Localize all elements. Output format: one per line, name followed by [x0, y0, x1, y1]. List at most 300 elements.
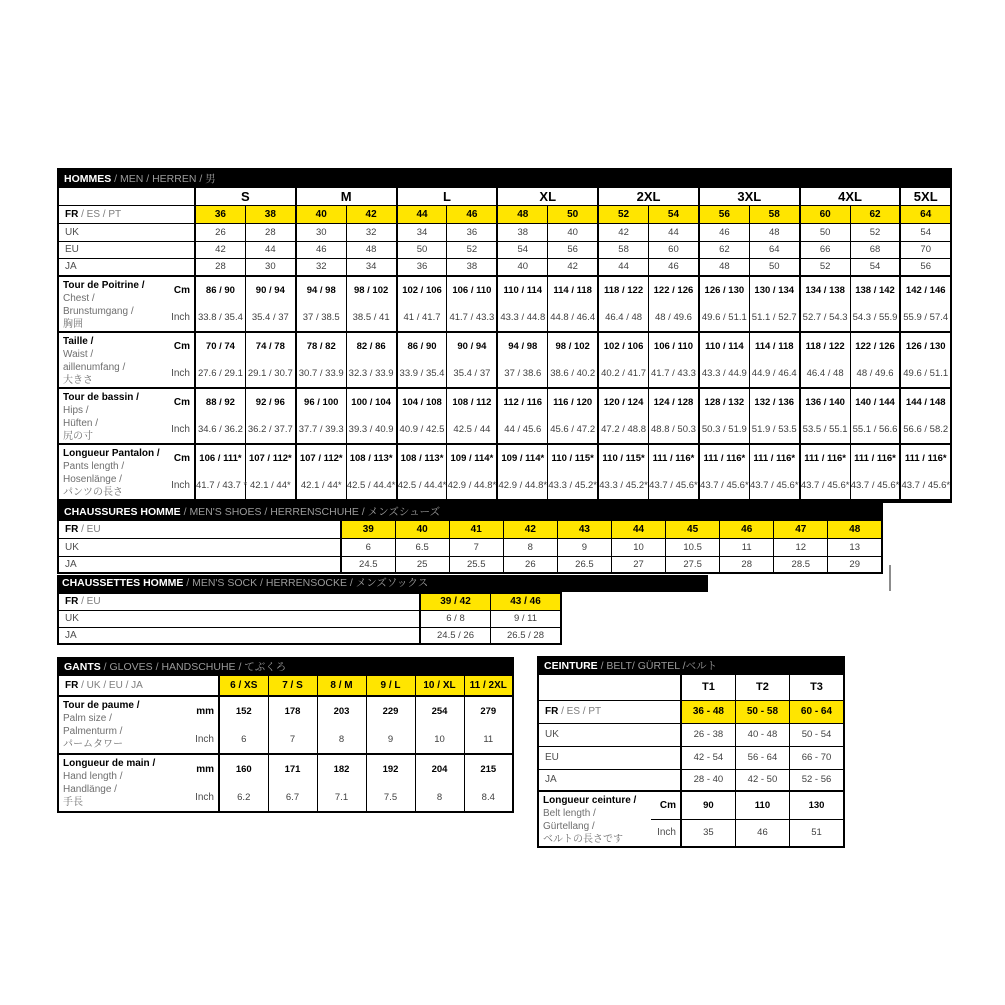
- palm-inch-cell: 7: [268, 725, 317, 754]
- unit-cm: Cm: [168, 388, 195, 416]
- palm-label-fr: Tour de paume /: [63, 700, 140, 711]
- chest-cm-cell: 114 / 118: [548, 276, 598, 304]
- belt-length-label-fr: Longueur ceinture /: [543, 795, 637, 806]
- size-group-cell: 4XL: [800, 187, 901, 205]
- palm-inch-cell: 6: [219, 725, 268, 754]
- fr-size-cell: 38: [245, 205, 295, 223]
- belt-length-inch-cell: 35: [681, 819, 735, 847]
- hips-inch-cell: 45.6 / 47.2: [548, 416, 598, 444]
- uk-size-cell: 34: [397, 223, 447, 241]
- ja-size-cell: 32: [296, 258, 346, 276]
- socks-fr-row-label: [58, 593, 420, 610]
- waist-cm-cell: 102 / 106: [598, 332, 648, 360]
- waist-inch-cell: 49.6 / 51.1: [900, 360, 951, 388]
- hand-label-fr: Longueur de main /: [63, 758, 156, 769]
- uk-size-cell: 32: [346, 223, 396, 241]
- chest-inch-cell: 37 / 38.5: [296, 304, 346, 332]
- gloves-table-title: [58, 658, 513, 675]
- eu-size-cell: 62: [699, 241, 749, 258]
- chest-inch-cell: 35.4 / 37: [245, 304, 295, 332]
- eu-size-cell: 44: [245, 241, 295, 258]
- ja-size-cell: 52: [800, 258, 850, 276]
- hips-cm-cell: 96 / 100: [296, 388, 346, 416]
- waist-label-en: Waist /: [63, 349, 94, 360]
- pants-cm-cell: 111 / 116*: [749, 444, 799, 473]
- hips-cm-cell: 144 / 148: [900, 388, 951, 416]
- hips-cm-cell: 120 / 124: [598, 388, 648, 416]
- pants-label-de: Hosenlänge /: [63, 474, 122, 485]
- pants-inch-cell: 42.1 / 44*: [296, 473, 346, 502]
- pants-inch-cell: 43.7 / 45.6*: [749, 473, 799, 502]
- hips-inch-cell: 37.7 / 39.3: [296, 416, 346, 444]
- uk-size-cell: 54: [900, 223, 951, 241]
- ja-row-label: JA: [58, 556, 341, 573]
- hand-mm-cell: 215: [464, 754, 513, 783]
- belt-length-cm-cell: 90: [681, 791, 735, 819]
- uk-row-label: UK: [58, 223, 195, 241]
- belt-t-row: [538, 674, 844, 700]
- pants-label-ja: パンツの長さ: [63, 487, 123, 498]
- palm-mm-cell: 178: [268, 696, 317, 725]
- unit-mm: mm: [162, 754, 219, 783]
- fr-label-secondary: / EU: [78, 523, 101, 535]
- chest-cm-row: [58, 276, 951, 304]
- chest-inch-cell: 43.3 / 44.8: [497, 304, 547, 332]
- unit-inch: Inch: [168, 473, 195, 502]
- hand-mm-cell: 204: [415, 754, 464, 783]
- gloves-table: [57, 657, 514, 813]
- waist-inch-cell: 43.3 / 44.9: [699, 360, 749, 388]
- fr-label-secondary: / ES / PT: [78, 208, 122, 220]
- socks-table-header: [57, 575, 708, 592]
- waist-cm-cell: 94 / 98: [497, 332, 547, 360]
- socks-title-secondary: / MEN'S SOCK / HERRENSOCKE / メンズソックス: [183, 577, 429, 589]
- eu-size-cell: 66: [800, 241, 850, 258]
- hand-label-en: Hand length /: [63, 771, 123, 782]
- belt-length-inch-cell: 46: [735, 819, 789, 847]
- waist-cm-cell: 110 / 114: [699, 332, 749, 360]
- gloves-title-secondary: / GLOVES / HANDSCHUHE / てぶくろ: [100, 661, 287, 674]
- belt-eu-row: [538, 746, 844, 769]
- gloves-size-cell: 11 / 2XL: [464, 675, 513, 696]
- shoes-size-cell: 41: [449, 520, 503, 538]
- belt-title-secondary: / BELT/ GÜRTEL /ベルト: [597, 660, 718, 673]
- uk-size-cell: 38: [497, 223, 547, 241]
- uk-size-cell: 36: [447, 223, 497, 241]
- chest-label-de: Brunstumgang /: [63, 306, 134, 317]
- belt-uk-row: [538, 723, 844, 746]
- pants-inch-cell: 42.1 / 44*: [245, 473, 295, 502]
- hand-inch-cell: 7.1: [317, 783, 366, 812]
- fr-size-cell: 62: [850, 205, 900, 223]
- belt-fr-row-label: [538, 700, 681, 723]
- men-eu-row: [58, 241, 951, 258]
- hand-label-de: Handlänge /: [63, 784, 117, 795]
- waist-cm-cell: 98 / 102: [548, 332, 598, 360]
- chest-cm-cell: 118 / 122: [598, 276, 648, 304]
- shoes-title-secondary: / MEN'S SHOES / HERRENSCHUHE / メンズシューズ: [180, 506, 441, 519]
- waist-inch-cell: 32.3 / 33.9: [346, 360, 396, 388]
- chest-cm-cell: 138 / 142: [850, 276, 900, 304]
- pants-label-en: Pants length /: [63, 461, 125, 472]
- palm-label-ja: パームタワー: [63, 739, 123, 750]
- waist-inch-cell: 29.1 / 30.7: [245, 360, 295, 388]
- fr-size-cell: 58: [749, 205, 799, 223]
- uk-size-cell: 50: [800, 223, 850, 241]
- palm-inch-cell: 10: [415, 725, 464, 754]
- ja-size-cell: 34: [346, 258, 396, 276]
- belt-eu-cell: 56 - 64: [735, 746, 789, 769]
- fr-size-cell: 40: [296, 205, 346, 223]
- men-table-title: [58, 169, 951, 187]
- palm-label-en: Palm size /: [63, 713, 112, 724]
- ja-size-cell: 36: [397, 258, 447, 276]
- shoes-ja-cell: 29: [828, 556, 882, 573]
- waist-inch-cell: 48 / 49.6: [850, 360, 900, 388]
- belt-title-primary: CEINTURE: [544, 660, 598, 673]
- hips-inch-cell: 36.2 / 37.7: [245, 416, 295, 444]
- chest-cm-cell: 106 / 110: [447, 276, 497, 304]
- uk-row-label: UK: [538, 723, 681, 746]
- uk-size-cell: 52: [850, 223, 900, 241]
- pants-inch-cell: 42.9 / 44.8*: [497, 473, 547, 502]
- hips-cm-cell: 112 / 116: [497, 388, 547, 416]
- pants-inch-cell: 43.7 / 45.6*: [649, 473, 699, 502]
- pants-cm-cell: 109 / 114*: [447, 444, 497, 473]
- pants-cm-row: [58, 444, 951, 473]
- hips-inch-row: [58, 416, 951, 444]
- hand-mm-cell: 171: [268, 754, 317, 783]
- men-uk-row: [58, 223, 951, 241]
- ja-size-cell: 44: [598, 258, 648, 276]
- shoes-ja-cell: 27: [611, 556, 665, 573]
- belt-length-cm-cell: 110: [735, 791, 789, 819]
- shoes-ja-cell: 24.5: [341, 556, 395, 573]
- chest-cm-cell: 110 / 114: [497, 276, 547, 304]
- chest-cm-cell: 122 / 126: [649, 276, 699, 304]
- pants-cm-cell: 107 / 112*: [296, 444, 346, 473]
- ja-size-cell: 30: [245, 258, 295, 276]
- shoes-size-cell: 46: [720, 520, 774, 538]
- chest-inch-cell: 41 / 41.7: [397, 304, 447, 332]
- ja-size-cell: 50: [749, 258, 799, 276]
- pants-cm-cell: 108 / 113*: [397, 444, 447, 473]
- hand-label-ja: 手長: [63, 797, 83, 808]
- uk-row-label: UK: [58, 610, 420, 627]
- chest-inch-cell: 51.1 / 52.7: [749, 304, 799, 332]
- palm-mm-cell: 229: [366, 696, 415, 725]
- palm-inch-cell: 9: [366, 725, 415, 754]
- waist-label-de: aillenumfang /: [63, 362, 126, 373]
- pants-cm-cell: 111 / 116*: [649, 444, 699, 473]
- belt-length-cm-row: [538, 791, 844, 819]
- socks-ja-row: [58, 627, 561, 644]
- shoes-table-header: [58, 503, 882, 520]
- gloves-title-primary: GANTS: [64, 661, 101, 674]
- hips-cm-cell: 92 / 96: [245, 388, 295, 416]
- hips-cm-cell: 132 / 136: [749, 388, 799, 416]
- belt-length-inch-cell: 51: [790, 819, 844, 847]
- uk-size-cell: 42: [598, 223, 648, 241]
- size-group-empty-cell: [58, 187, 195, 205]
- chest-cm-cell: 134 / 138: [800, 276, 850, 304]
- shoes-uk-cell: 8: [503, 538, 557, 556]
- unit-inch: Inch: [651, 819, 681, 847]
- gloves-size-cell: 8 / M: [317, 675, 366, 696]
- shoes-uk-row: [58, 538, 882, 556]
- waist-cm-cell: 106 / 110: [649, 332, 699, 360]
- hips-inch-cell: 51.9 / 53.5: [749, 416, 799, 444]
- shoes-ja-cell: 28: [720, 556, 774, 573]
- unit-cm: Cm: [168, 444, 195, 473]
- waist-inch-cell: 44.9 / 46.4: [749, 360, 799, 388]
- shoes-size-cell: 47: [774, 520, 828, 538]
- size-group-cell: M: [296, 187, 397, 205]
- ja-size-cell: 56: [900, 258, 951, 276]
- scan-artifact-line: [889, 565, 891, 591]
- belt-size-cell: 60 - 64: [790, 700, 844, 723]
- belt-t-cell: T2: [735, 674, 789, 700]
- uk-size-cell: 46: [699, 223, 749, 241]
- ja-size-cell: 28: [195, 258, 245, 276]
- fr-label: FR: [65, 679, 79, 691]
- waist-inch-cell: 35.4 / 37: [447, 360, 497, 388]
- palm-inch-cell: 8: [317, 725, 366, 754]
- pants-inch-cell: 43.7 / 45.6*: [800, 473, 850, 502]
- socks-uk-row: [58, 610, 561, 627]
- shoes-uk-cell: 10.5: [666, 538, 720, 556]
- pants-inch-cell: 43.7 / 45.6*: [699, 473, 749, 502]
- socks-uk-cell: 6 / 8: [420, 610, 491, 627]
- pants-inch-cell: 43.3 / 45.2*: [548, 473, 598, 502]
- hand-mm-row: [58, 754, 513, 783]
- uk-size-cell: 44: [649, 223, 699, 241]
- waist-cm-cell: 74 / 78: [245, 332, 295, 360]
- hips-inch-cell: 50.3 / 51.9: [699, 416, 749, 444]
- shoes-ja-cell: 28.5: [774, 556, 828, 573]
- hips-cm-cell: 108 / 112: [447, 388, 497, 416]
- gloves-size-cell: 9 / L: [366, 675, 415, 696]
- hips-inch-cell: 40.9 / 42.5: [397, 416, 447, 444]
- belt-eu-cell: 66 - 70: [790, 746, 844, 769]
- chest-cm-cell: 90 / 94: [245, 276, 295, 304]
- hips-cm-cell: 136 / 140: [800, 388, 850, 416]
- men-shoes-table: [57, 502, 883, 574]
- eu-size-cell: 48: [346, 241, 396, 258]
- shoes-size-cell: 40: [395, 520, 449, 538]
- socks-fr-row: [58, 593, 561, 610]
- ja-size-cell: 54: [850, 258, 900, 276]
- shoes-ja-cell: 25: [395, 556, 449, 573]
- shoes-table-title: [58, 503, 882, 520]
- belt-table-title: [538, 657, 844, 674]
- unit-mm: mm: [162, 696, 219, 725]
- hips-inch-cell: 47.2 / 48.8: [598, 416, 648, 444]
- gloves-size-cell: 7 / S: [268, 675, 317, 696]
- size-group-cell: S: [195, 187, 296, 205]
- waist-inch-cell: 41.7 / 43.3: [649, 360, 699, 388]
- chest-cm-cell: 98 / 102: [346, 276, 396, 304]
- palm-mm-cell: 152: [219, 696, 268, 725]
- pants-cm-cell: 111 / 116*: [699, 444, 749, 473]
- waist-inch-cell: 27.6 / 29.1: [195, 360, 245, 388]
- shoes-uk-cell: 13: [828, 538, 882, 556]
- fr-size-cell: 46: [447, 205, 497, 223]
- men-title-secondary: / MEN / HERREN / 男: [111, 172, 216, 185]
- shoes-size-cell: 44: [611, 520, 665, 538]
- pants-label-fr: Longueur Pantalon /: [63, 448, 160, 459]
- men-ja-row: [58, 258, 951, 276]
- waist-inch-cell: 33.9 / 35.4: [397, 360, 447, 388]
- hips-label-ja: 尻の寸: [63, 431, 93, 442]
- pants-inch-cell: 43.7 / 45.6*: [850, 473, 900, 502]
- hips-inch-cell: 56.6 / 58.2: [900, 416, 951, 444]
- eu-row-label: EU: [538, 746, 681, 769]
- waist-label-fr: Taille /: [63, 336, 94, 347]
- ja-row-label: JA: [538, 769, 681, 791]
- chest-inch-cell: 49.6 / 51.1: [699, 304, 749, 332]
- chest-label-fr: Tour de Poitrine /: [63, 280, 145, 291]
- eu-size-cell: 50: [397, 241, 447, 258]
- pants-cm-cell: 111 / 116*: [850, 444, 900, 473]
- size-group-cell: 5XL: [900, 187, 951, 205]
- men-sizes-table: [57, 168, 952, 503]
- hips-cm-cell: 88 / 92: [195, 388, 245, 416]
- fr-size-cell: 50: [548, 205, 598, 223]
- size-group-cell: 2XL: [598, 187, 699, 205]
- waist-cm-row: [58, 332, 951, 360]
- belt-t-cell: T3: [790, 674, 844, 700]
- hand-label: [58, 754, 162, 812]
- belt-uk-cell: 50 - 54: [790, 723, 844, 746]
- shoes-size-cell: 43: [557, 520, 611, 538]
- hips-cm-cell: 116 / 120: [548, 388, 598, 416]
- eu-size-cell: 58: [598, 241, 648, 258]
- shoes-fr-row-label: [58, 520, 341, 538]
- shoes-ja-cell: 26.5: [557, 556, 611, 573]
- pants-cm-cell: 111 / 116*: [900, 444, 951, 473]
- belt-size-cell: 50 - 58: [735, 700, 789, 723]
- unit-inch: Inch: [168, 304, 195, 332]
- chest-cm-cell: 86 / 90: [195, 276, 245, 304]
- hips-inch-cell: 55.1 / 56.6: [850, 416, 900, 444]
- palm-label: [58, 696, 162, 754]
- pants-cm-cell: 109 / 114*: [497, 444, 547, 473]
- fr-size-cell: 54: [649, 205, 699, 223]
- fr-size-cell: 56: [699, 205, 749, 223]
- eu-size-cell: 42: [195, 241, 245, 258]
- pants-cm-cell: 106 / 111*: [195, 444, 245, 473]
- pants-inch-cell: 41.7 / 43.7 *: [195, 473, 245, 502]
- ja-size-cell: 38: [447, 258, 497, 276]
- unit-inch: Inch: [168, 360, 195, 388]
- eu-row-label: EU: [58, 241, 195, 258]
- fr-label: FR: [65, 523, 79, 535]
- fr-size-cell: 42: [346, 205, 396, 223]
- pants-inch-cell: 43.7 / 45.6*: [900, 473, 951, 502]
- unit-cm: Cm: [168, 276, 195, 304]
- waist-label-ja: 大きさ: [63, 375, 93, 386]
- chest-inch-cell: 44.8 / 46.4: [548, 304, 598, 332]
- unit-cm: Cm: [168, 332, 195, 360]
- chest-inch-cell: 41.7 / 43.3: [447, 304, 497, 332]
- socks-size-cell: 43 / 46: [491, 593, 562, 610]
- hand-inch-cell: 6.7: [268, 783, 317, 812]
- fr-size-cell: 36: [195, 205, 245, 223]
- shoes-uk-cell: 10: [611, 538, 665, 556]
- belt-length-label-en: Belt length /: [543, 808, 596, 819]
- eu-size-cell: 52: [447, 241, 497, 258]
- hips-inch-cell: 53.5 / 55.1: [800, 416, 850, 444]
- belt-uk-cell: 26 - 38: [681, 723, 735, 746]
- men-size-group-row: [58, 187, 951, 205]
- men-socks-table: [57, 592, 562, 645]
- uk-size-cell: 40: [548, 223, 598, 241]
- shoes-ja-cell: 26: [503, 556, 557, 573]
- fr-label-secondary: / EU: [78, 596, 101, 608]
- belt-ja-cell: 42 - 50: [735, 769, 789, 791]
- gloves-size-cell: 10 / XL: [415, 675, 464, 696]
- shoes-uk-cell: 9: [557, 538, 611, 556]
- shoes-title-primary: CHAUSSURES HOMME: [64, 506, 181, 519]
- eu-size-cell: 46: [296, 241, 346, 258]
- pants-inch-row: [58, 473, 951, 502]
- shoes-ja-row: [58, 556, 882, 573]
- ja-size-cell: 48: [699, 258, 749, 276]
- shoes-uk-cell: 7: [449, 538, 503, 556]
- belt-size-cell: 36 - 48: [681, 700, 735, 723]
- fr-size-cell: 48: [497, 205, 547, 223]
- eu-size-cell: 56: [548, 241, 598, 258]
- size-group-cell: L: [397, 187, 498, 205]
- hips-label-en: Hips /: [63, 405, 89, 416]
- shoes-uk-cell: 6.5: [395, 538, 449, 556]
- unit-inch: Inch: [168, 416, 195, 444]
- waist-cm-cell: 86 / 90: [397, 332, 447, 360]
- pants-label: [58, 444, 168, 501]
- unit-inch: Inch: [162, 725, 219, 754]
- hips-inch-cell: 48.8 / 50.3: [649, 416, 699, 444]
- hips-cm-cell: 124 / 128: [649, 388, 699, 416]
- chest-label-ja: 胸囲: [63, 319, 83, 330]
- uk-size-cell: 26: [195, 223, 245, 241]
- shoes-size-cell: 42: [503, 520, 557, 538]
- ja-size-cell: 46: [649, 258, 699, 276]
- belt-uk-cell: 40 - 48: [735, 723, 789, 746]
- gloves-size-cell: 6 / XS: [219, 675, 268, 696]
- chest-inch-cell: 48 / 49.6: [649, 304, 699, 332]
- fr-size-cell: 52: [598, 205, 648, 223]
- eu-size-cell: 64: [749, 241, 799, 258]
- shoes-uk-cell: 6: [341, 538, 395, 556]
- chest-cm-cell: 126 / 130: [699, 276, 749, 304]
- shoes-size-cell: 45: [666, 520, 720, 538]
- palm-mm-row: [58, 696, 513, 725]
- fr-size-cell: 60: [800, 205, 850, 223]
- chest-cm-cell: 102 / 106: [397, 276, 447, 304]
- palm-mm-cell: 203: [317, 696, 366, 725]
- unit-cm: Cm: [651, 791, 681, 819]
- waist-inch-cell: 38.6 / 40.2: [548, 360, 598, 388]
- belt-fr-row: [538, 700, 844, 723]
- waist-cm-cell: 78 / 82: [296, 332, 346, 360]
- pants-cm-cell: 111 / 116*: [800, 444, 850, 473]
- palm-mm-cell: 279: [464, 696, 513, 725]
- uk-size-cell: 30: [296, 223, 346, 241]
- hips-inch-cell: 44 / 45.6: [497, 416, 547, 444]
- chest-inch-row: [58, 304, 951, 332]
- waist-cm-cell: 122 / 126: [850, 332, 900, 360]
